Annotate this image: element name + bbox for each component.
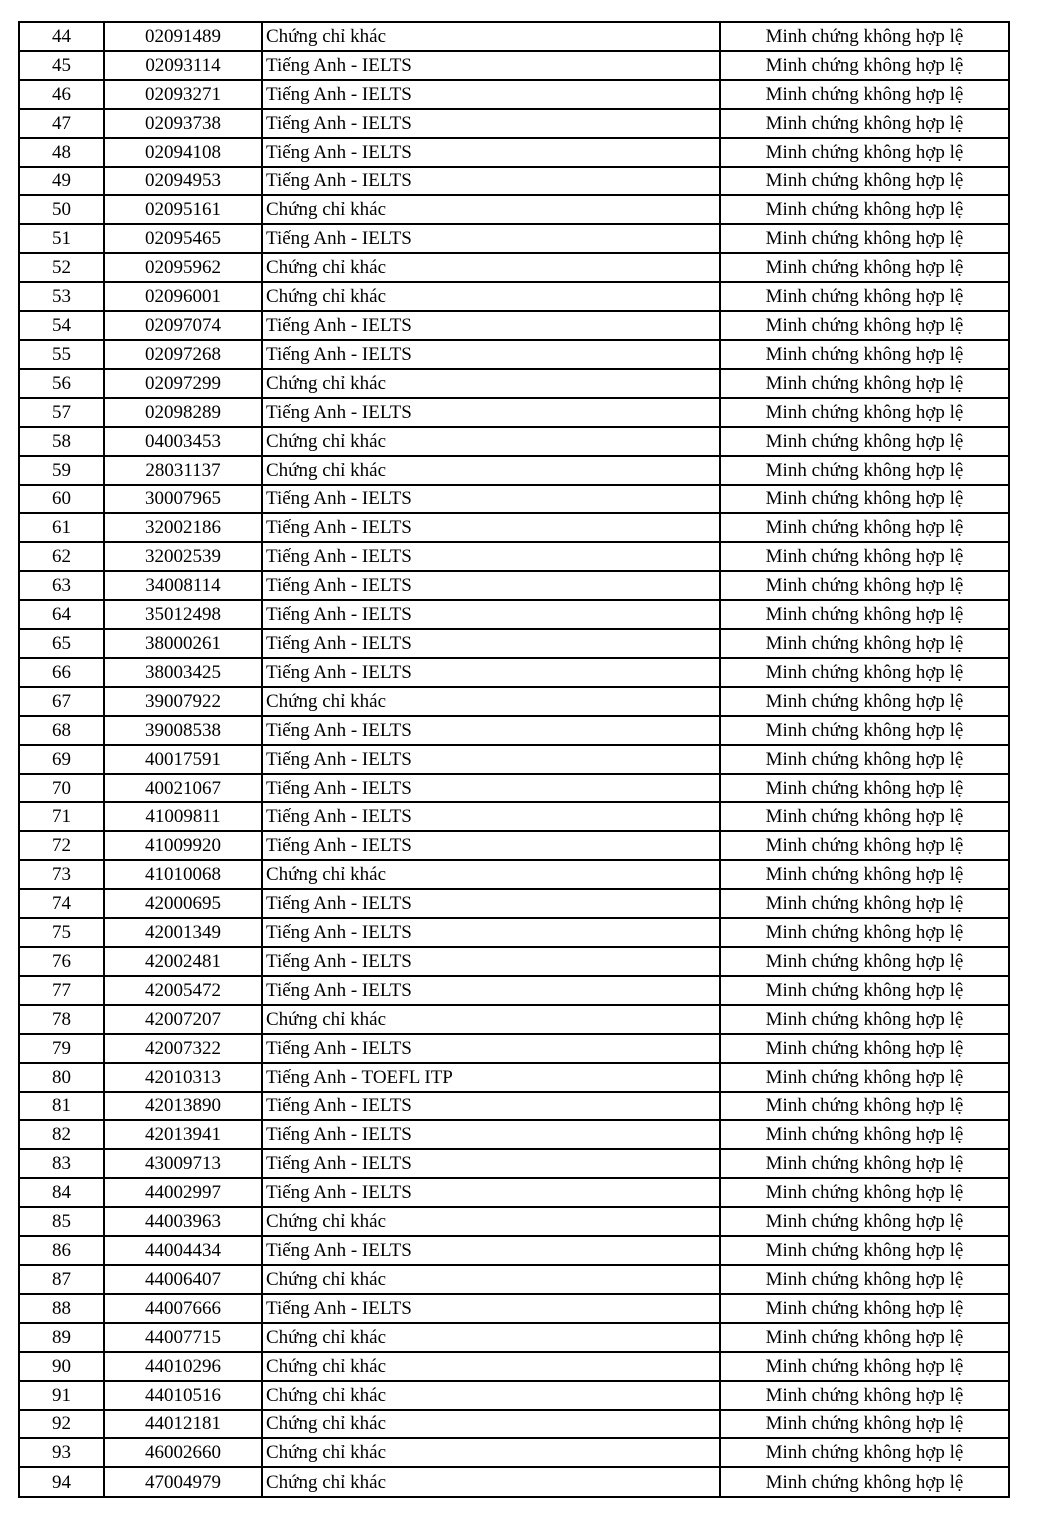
certificate-type-cell: Chứng chỉ khác (262, 860, 720, 889)
candidate-id-cell: 44002997 (104, 1178, 262, 1207)
row-number-cell: 50 (19, 195, 104, 224)
certificate-type-cell: Chứng chỉ khác (262, 195, 720, 224)
status-cell: Minh chứng không hợp lệ (720, 716, 1009, 745)
certificate-type-cell: Tiếng Anh - IELTS (262, 542, 720, 571)
candidate-id-cell: 34008114 (104, 571, 262, 600)
candidate-id-cell: 02097268 (104, 340, 262, 369)
candidate-id-cell: 44010516 (104, 1381, 262, 1410)
certificate-type-cell: Chứng chỉ khác (262, 1207, 720, 1236)
row-number-cell: 75 (19, 918, 104, 947)
status-cell: Minh chứng không hợp lệ (720, 167, 1009, 196)
status-cell: Minh chứng không hợp lệ (720, 1120, 1009, 1149)
certificate-type-cell: Tiếng Anh - IELTS (262, 745, 720, 774)
table-row (19, 976, 1009, 1005)
certificate-type-cell: Tiếng Anh - IELTS (262, 513, 720, 542)
table-row (19, 571, 1009, 600)
status-cell: Minh chứng không hợp lệ (720, 1381, 1009, 1410)
certificate-results-table (18, 21, 1010, 1498)
candidate-id-cell: 02095161 (104, 195, 262, 224)
candidate-id-cell: 02093271 (104, 80, 262, 109)
status-cell: Minh chứng không hợp lệ (720, 427, 1009, 456)
status-cell: Minh chứng không hợp lệ (720, 109, 1009, 138)
certificate-type-cell: Tiếng Anh - IELTS (262, 1120, 720, 1149)
candidate-id-cell: 32002186 (104, 513, 262, 542)
status-cell: Minh chứng không hợp lệ (720, 80, 1009, 109)
candidate-id-cell: 28031137 (104, 456, 262, 485)
table-row (19, 1381, 1009, 1410)
table-row (19, 947, 1009, 976)
table-row (19, 253, 1009, 282)
candidate-id-cell: 02093114 (104, 51, 262, 80)
certificate-type-cell: Tiếng Anh - IELTS (262, 224, 720, 253)
status-cell: Minh chứng không hợp lệ (720, 1410, 1009, 1439)
row-number-cell: 83 (19, 1149, 104, 1178)
row-number-cell: 78 (19, 1005, 104, 1034)
candidate-id-cell: 42007322 (104, 1034, 262, 1063)
candidate-id-cell: 42013890 (104, 1092, 262, 1121)
table-row (19, 1236, 1009, 1265)
table-row (19, 1092, 1009, 1121)
status-cell: Minh chứng không hợp lệ (720, 1352, 1009, 1381)
row-number-cell: 89 (19, 1323, 104, 1352)
candidate-id-cell: 41009811 (104, 802, 262, 831)
candidate-id-cell: 02098289 (104, 398, 262, 427)
status-cell: Minh chứng không hợp lệ (720, 542, 1009, 571)
certificate-type-cell: Tiếng Anh - IELTS (262, 80, 720, 109)
candidate-id-cell: 40021067 (104, 774, 262, 803)
certificate-type-cell: Tiếng Anh - IELTS (262, 1294, 720, 1323)
row-number-cell: 92 (19, 1410, 104, 1439)
certificate-type-cell: Chứng chỉ khác (262, 687, 720, 716)
candidate-id-cell: 42001349 (104, 918, 262, 947)
candidate-id-cell: 30007965 (104, 485, 262, 514)
status-cell: Minh chứng không hợp lệ (720, 976, 1009, 1005)
row-number-cell: 85 (19, 1207, 104, 1236)
row-number-cell: 46 (19, 80, 104, 109)
status-cell: Minh chứng không hợp lệ (720, 1265, 1009, 1294)
table-row (19, 860, 1009, 889)
status-cell: Minh chứng không hợp lệ (720, 224, 1009, 253)
row-number-cell: 49 (19, 167, 104, 196)
certificate-type-cell: Chứng chỉ khác (262, 1410, 720, 1439)
row-number-cell: 65 (19, 629, 104, 658)
table-row (19, 485, 1009, 514)
row-number-cell: 90 (19, 1352, 104, 1381)
certificate-type-cell: Tiếng Anh - IELTS (262, 889, 720, 918)
status-cell: Minh chứng không hợp lệ (720, 340, 1009, 369)
certificate-results-table-body (19, 22, 1009, 1497)
status-cell: Minh chứng không hợp lệ (720, 947, 1009, 976)
status-cell: Minh chứng không hợp lệ (720, 1294, 1009, 1323)
row-number-cell: 82 (19, 1120, 104, 1149)
status-cell: Minh chứng không hợp lệ (720, 22, 1009, 51)
table-row (19, 51, 1009, 80)
candidate-id-cell: 42002481 (104, 947, 262, 976)
certificate-type-cell: Tiếng Anh - IELTS (262, 1092, 720, 1121)
certificate-type-cell: Chứng chỉ khác (262, 369, 720, 398)
table-row (19, 1265, 1009, 1294)
candidate-id-cell: 42007207 (104, 1005, 262, 1034)
certificate-type-cell: Tiếng Anh - IELTS (262, 947, 720, 976)
row-number-cell: 56 (19, 369, 104, 398)
status-cell: Minh chứng không hợp lệ (720, 1034, 1009, 1063)
table-row (19, 629, 1009, 658)
row-number-cell: 71 (19, 802, 104, 831)
row-number-cell: 66 (19, 658, 104, 687)
candidate-id-cell: 39008538 (104, 716, 262, 745)
candidate-id-cell: 02094953 (104, 167, 262, 196)
candidate-id-cell: 47004979 (104, 1467, 262, 1497)
table-row (19, 1323, 1009, 1352)
table-row (19, 224, 1009, 253)
candidate-id-cell: 44003963 (104, 1207, 262, 1236)
candidate-id-cell: 38000261 (104, 629, 262, 658)
status-cell: Minh chứng không hợp lệ (720, 138, 1009, 167)
row-number-cell: 52 (19, 253, 104, 282)
table-row (19, 1178, 1009, 1207)
status-cell: Minh chứng không hợp lệ (720, 456, 1009, 485)
certificate-type-cell: Tiếng Anh - IELTS (262, 485, 720, 514)
status-cell: Minh chứng không hợp lệ (720, 513, 1009, 542)
candidate-id-cell: 44004434 (104, 1236, 262, 1265)
table-row (19, 1149, 1009, 1178)
candidate-id-cell: 44007715 (104, 1323, 262, 1352)
candidate-id-cell: 38003425 (104, 658, 262, 687)
candidate-id-cell: 43009713 (104, 1149, 262, 1178)
certificate-type-cell: Tiếng Anh - IELTS (262, 629, 720, 658)
candidate-id-cell: 42005472 (104, 976, 262, 1005)
row-number-cell: 53 (19, 282, 104, 311)
certificate-type-cell: Tiếng Anh - IELTS (262, 311, 720, 340)
table-row (19, 745, 1009, 774)
status-cell: Minh chứng không hợp lệ (720, 1178, 1009, 1207)
certificate-type-cell: Tiếng Anh - IELTS (262, 1034, 720, 1063)
table-row (19, 195, 1009, 224)
row-number-cell: 61 (19, 513, 104, 542)
table-row (19, 1063, 1009, 1092)
table-row (19, 1294, 1009, 1323)
candidate-id-cell: 02094108 (104, 138, 262, 167)
status-cell: Minh chứng không hợp lệ (720, 1207, 1009, 1236)
table-row (19, 311, 1009, 340)
row-number-cell: 88 (19, 1294, 104, 1323)
status-cell: Minh chứng không hợp lệ (720, 398, 1009, 427)
status-cell: Minh chứng không hợp lệ (720, 629, 1009, 658)
row-number-cell: 86 (19, 1236, 104, 1265)
table-row (19, 282, 1009, 311)
table-row (19, 167, 1009, 196)
row-number-cell: 94 (19, 1467, 104, 1497)
row-number-cell: 55 (19, 340, 104, 369)
table-row (19, 109, 1009, 138)
table-row (19, 1207, 1009, 1236)
certificate-type-cell: Tiếng Anh - IELTS (262, 918, 720, 947)
table-row (19, 716, 1009, 745)
table-row (19, 658, 1009, 687)
row-number-cell: 68 (19, 716, 104, 745)
row-number-cell: 59 (19, 456, 104, 485)
status-cell: Minh chứng không hợp lệ (720, 1467, 1009, 1497)
table-row (19, 600, 1009, 629)
certificate-type-cell: Chứng chỉ khác (262, 1352, 720, 1381)
certificate-type-cell: Tiếng Anh - IELTS (262, 398, 720, 427)
candidate-id-cell: 44006407 (104, 1265, 262, 1294)
row-number-cell: 81 (19, 1092, 104, 1121)
row-number-cell: 76 (19, 947, 104, 976)
row-number-cell: 72 (19, 831, 104, 860)
row-number-cell: 45 (19, 51, 104, 80)
certificate-type-cell: Chứng chỉ khác (262, 253, 720, 282)
table-row (19, 513, 1009, 542)
status-cell: Minh chứng không hợp lệ (720, 1149, 1009, 1178)
table-row (19, 1034, 1009, 1063)
row-number-cell: 57 (19, 398, 104, 427)
candidate-id-cell: 40017591 (104, 745, 262, 774)
certificate-type-cell: Chứng chỉ khác (262, 456, 720, 485)
row-number-cell: 58 (19, 427, 104, 456)
table-row (19, 1005, 1009, 1034)
row-number-cell: 74 (19, 889, 104, 918)
status-cell: Minh chứng không hợp lệ (720, 571, 1009, 600)
certificate-type-cell: Tiếng Anh - TOEFL ITP (262, 1063, 720, 1092)
status-cell: Minh chứng không hợp lệ (720, 282, 1009, 311)
table-row (19, 687, 1009, 716)
certificate-type-cell: Chứng chỉ khác (262, 1323, 720, 1352)
candidate-id-cell: 02095465 (104, 224, 262, 253)
row-number-cell: 44 (19, 22, 104, 51)
row-number-cell: 47 (19, 109, 104, 138)
row-number-cell: 79 (19, 1034, 104, 1063)
row-number-cell: 80 (19, 1063, 104, 1092)
table-row (19, 456, 1009, 485)
candidate-id-cell: 41009920 (104, 831, 262, 860)
row-number-cell: 73 (19, 860, 104, 889)
table-row (19, 22, 1009, 51)
row-number-cell: 63 (19, 571, 104, 600)
status-cell: Minh chứng không hợp lệ (720, 369, 1009, 398)
certificate-type-cell: Chứng chỉ khác (262, 1381, 720, 1410)
row-number-cell: 69 (19, 745, 104, 774)
certificate-type-cell: Chứng chỉ khác (262, 1005, 720, 1034)
candidate-id-cell: 44007666 (104, 1294, 262, 1323)
candidate-id-cell: 41010068 (104, 860, 262, 889)
row-number-cell: 91 (19, 1381, 104, 1410)
row-number-cell: 60 (19, 485, 104, 514)
certificate-type-cell: Tiếng Anh - IELTS (262, 600, 720, 629)
table-row (19, 398, 1009, 427)
certificate-type-cell: Chứng chỉ khác (262, 1438, 720, 1467)
certificate-type-cell: Chứng chỉ khác (262, 427, 720, 456)
candidate-id-cell: 04003453 (104, 427, 262, 456)
table-row (19, 831, 1009, 860)
certificate-type-cell: Tiếng Anh - IELTS (262, 716, 720, 745)
status-cell: Minh chứng không hợp lệ (720, 918, 1009, 947)
certificate-type-cell: Chứng chỉ khác (262, 1265, 720, 1294)
status-cell: Minh chứng không hợp lệ (720, 774, 1009, 803)
table-row (19, 1352, 1009, 1381)
status-cell: Minh chứng không hợp lệ (720, 658, 1009, 687)
row-number-cell: 62 (19, 542, 104, 571)
status-cell: Minh chứng không hợp lệ (720, 600, 1009, 629)
certificate-type-cell: Chứng chỉ khác (262, 282, 720, 311)
status-cell: Minh chứng không hợp lệ (720, 687, 1009, 716)
status-cell: Minh chứng không hợp lệ (720, 51, 1009, 80)
certificate-type-cell: Tiếng Anh - IELTS (262, 167, 720, 196)
row-number-cell: 77 (19, 976, 104, 1005)
row-number-cell: 64 (19, 600, 104, 629)
table-row (19, 340, 1009, 369)
certificate-type-cell: Tiếng Anh - IELTS (262, 51, 720, 80)
status-cell: Minh chứng không hợp lệ (720, 253, 1009, 282)
certificate-type-cell: Tiếng Anh - IELTS (262, 658, 720, 687)
status-cell: Minh chứng không hợp lệ (720, 889, 1009, 918)
certificate-type-cell: Chứng chỉ khác (262, 1467, 720, 1497)
candidate-id-cell: 02095962 (104, 253, 262, 282)
candidate-id-cell: 44012181 (104, 1410, 262, 1439)
status-cell: Minh chứng không hợp lệ (720, 1092, 1009, 1121)
table-row (19, 427, 1009, 456)
status-cell: Minh chứng không hợp lệ (720, 195, 1009, 224)
certificate-type-cell: Tiếng Anh - IELTS (262, 831, 720, 860)
table-row (19, 1438, 1009, 1467)
status-cell: Minh chứng không hợp lệ (720, 802, 1009, 831)
certificate-type-cell: Tiếng Anh - IELTS (262, 1178, 720, 1207)
certificate-type-cell: Tiếng Anh - IELTS (262, 1149, 720, 1178)
candidate-id-cell: 32002539 (104, 542, 262, 571)
status-cell: Minh chứng không hợp lệ (720, 1236, 1009, 1265)
candidate-id-cell: 44010296 (104, 1352, 262, 1381)
status-cell: Minh chứng không hợp lệ (720, 311, 1009, 340)
row-number-cell: 93 (19, 1438, 104, 1467)
table-row (19, 889, 1009, 918)
candidate-id-cell: 42013941 (104, 1120, 262, 1149)
row-number-cell: 70 (19, 774, 104, 803)
status-cell: Minh chứng không hợp lệ (720, 1438, 1009, 1467)
status-cell: Minh chứng không hợp lệ (720, 831, 1009, 860)
candidate-id-cell: 02097074 (104, 311, 262, 340)
status-cell: Minh chứng không hợp lệ (720, 1323, 1009, 1352)
row-number-cell: 87 (19, 1265, 104, 1294)
status-cell: Minh chứng không hợp lệ (720, 745, 1009, 774)
row-number-cell: 84 (19, 1178, 104, 1207)
row-number-cell: 51 (19, 224, 104, 253)
candidate-id-cell: 42000695 (104, 889, 262, 918)
candidate-id-cell: 02096001 (104, 282, 262, 311)
row-number-cell: 67 (19, 687, 104, 716)
certificate-type-cell: Tiếng Anh - IELTS (262, 571, 720, 600)
certificate-type-cell: Tiếng Anh - IELTS (262, 109, 720, 138)
table-row (19, 542, 1009, 571)
table-row (19, 774, 1009, 803)
table-row (19, 1467, 1009, 1497)
table-row (19, 1410, 1009, 1439)
table-row (19, 1120, 1009, 1149)
certificate-type-cell: Tiếng Anh - IELTS (262, 976, 720, 1005)
certificate-type-cell: Tiếng Anh - IELTS (262, 802, 720, 831)
certificate-type-cell: Chứng chỉ khác (262, 22, 720, 51)
table-row (19, 138, 1009, 167)
table-row (19, 802, 1009, 831)
candidate-id-cell: 46002660 (104, 1438, 262, 1467)
candidate-id-cell: 02097299 (104, 369, 262, 398)
candidate-id-cell: 02093738 (104, 109, 262, 138)
certificate-type-cell: Tiếng Anh - IELTS (262, 1236, 720, 1265)
certificate-type-cell: Tiếng Anh - IELTS (262, 774, 720, 803)
row-number-cell: 54 (19, 311, 104, 340)
candidate-id-cell: 39007922 (104, 687, 262, 716)
status-cell: Minh chứng không hợp lệ (720, 860, 1009, 889)
table-row (19, 918, 1009, 947)
table-row (19, 80, 1009, 109)
candidate-id-cell: 35012498 (104, 600, 262, 629)
status-cell: Minh chứng không hợp lệ (720, 485, 1009, 514)
candidate-id-cell: 02091489 (104, 22, 262, 51)
certificate-type-cell: Tiếng Anh - IELTS (262, 138, 720, 167)
certificate-type-cell: Tiếng Anh - IELTS (262, 340, 720, 369)
candidate-id-cell: 42010313 (104, 1063, 262, 1092)
status-cell: Minh chứng không hợp lệ (720, 1063, 1009, 1092)
row-number-cell: 48 (19, 138, 104, 167)
table-row (19, 369, 1009, 398)
status-cell: Minh chứng không hợp lệ (720, 1005, 1009, 1034)
